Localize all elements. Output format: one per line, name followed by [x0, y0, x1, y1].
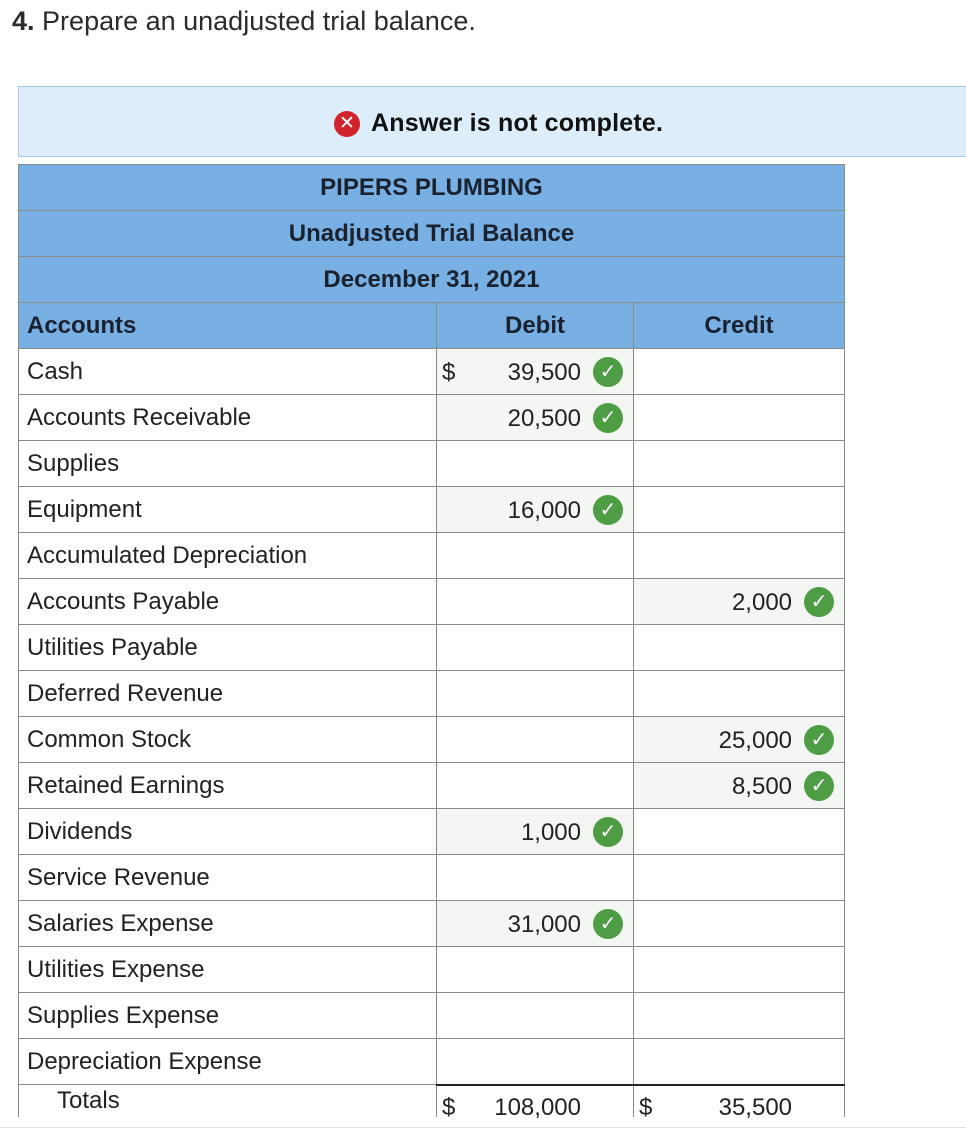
account-name: Retained Earnings: [19, 763, 437, 809]
table-row: [19, 1039, 845, 1085]
account-name: Utilities Expense: [19, 947, 437, 993]
debit-input-cell[interactable]: [437, 671, 634, 717]
debit-value: 16,000: [507, 497, 581, 524]
account-name: Supplies: [19, 441, 437, 487]
dollar-sign: $: [442, 359, 456, 386]
account-name: Salaries Expense: [19, 901, 437, 947]
debit-input-cell[interactable]: [437, 395, 634, 441]
check-icon: ✓: [593, 909, 623, 939]
question-text: Prepare an unadjusted trial balance.: [42, 6, 476, 36]
debit-input-cell[interactable]: [437, 625, 634, 671]
credit-value: 2,000: [731, 589, 793, 616]
table-row: [19, 579, 845, 625]
account-name: Depreciation Expense: [19, 1039, 437, 1085]
credit-input-cell[interactable]: [634, 441, 845, 487]
check-icon: ✓: [804, 771, 834, 801]
statement-date: December 31, 2021: [19, 257, 845, 303]
account-name: Common Stock: [19, 717, 437, 763]
account-name: Accounts Payable: [19, 579, 437, 625]
table-row: [19, 717, 845, 763]
table-row: [19, 487, 845, 533]
debit-value: 39,500: [507, 359, 581, 386]
debit-total-dollar-sign: $: [442, 1093, 456, 1121]
check-icon: ✓: [593, 357, 623, 387]
account-name: Accounts Receivable: [19, 395, 437, 441]
credit-value: 25,000: [718, 727, 793, 754]
debit-input-cell[interactable]: [437, 947, 634, 993]
debit-total-value: 108,000: [494, 1093, 581, 1121]
debit-value: 31,000: [507, 911, 581, 938]
debit-input-cell[interactable]: [437, 1039, 634, 1085]
debit-input-cell[interactable]: [437, 441, 634, 487]
check-icon: ✓: [593, 403, 623, 433]
debit-input-cell[interactable]: [437, 717, 634, 763]
question-number: 4.: [12, 6, 35, 36]
account-name: Supplies Expense: [19, 993, 437, 1039]
table-row: [19, 395, 845, 441]
check-icon: ✓: [593, 817, 623, 847]
credit-input-cell[interactable]: [634, 763, 845, 809]
debit-input-cell[interactable]: [437, 993, 634, 1039]
trial-balance-table: [18, 164, 845, 1121]
statement-title: Unadjusted Trial Balance: [19, 211, 845, 257]
debit-input-cell[interactable]: [437, 579, 634, 625]
column-header-accounts: Accounts: [19, 303, 437, 349]
debit-input-cell[interactable]: [437, 855, 634, 901]
account-name: Deferred Revenue: [19, 671, 437, 717]
credit-input-cell[interactable]: [634, 993, 845, 1039]
account-name: Utilities Payable: [19, 625, 437, 671]
question-heading: [12, 6, 476, 37]
check-icon: ✓: [804, 725, 834, 755]
credit-total-value: 35,500: [718, 1093, 793, 1121]
x-circle-icon: ✕: [334, 111, 360, 137]
totals-row: [19, 1085, 845, 1117]
check-icon: ✓: [593, 495, 623, 525]
table-row: [19, 947, 845, 993]
credit-value: 8,500: [731, 773, 793, 800]
credit-input-cell[interactable]: [634, 855, 845, 901]
debit-input-cell[interactable]: [437, 809, 634, 855]
company-name: PIPERS PLUMBING: [19, 165, 845, 211]
table-row: [19, 901, 845, 947]
credit-input-cell[interactable]: [634, 671, 845, 717]
credit-input-cell[interactable]: [634, 625, 845, 671]
credit-input-cell[interactable]: [634, 579, 845, 625]
account-name: Equipment: [19, 487, 437, 533]
credit-input-cell[interactable]: [634, 533, 845, 579]
debit-input-cell[interactable]: [437, 487, 634, 533]
answer-status-banner: [18, 86, 966, 157]
credit-total-cell[interactable]: [634, 1085, 845, 1121]
table-row: [19, 441, 845, 487]
debit-input-cell[interactable]: [437, 763, 634, 809]
footer-divider: [0, 1127, 966, 1128]
credit-input-cell[interactable]: [634, 1039, 845, 1085]
debit-input-cell[interactable]: [437, 901, 634, 947]
table-row: [19, 763, 845, 809]
debit-input-cell[interactable]: [437, 533, 634, 579]
debit-total-cell[interactable]: [437, 1085, 634, 1121]
credit-input-cell[interactable]: [634, 809, 845, 855]
account-name: Accumulated Depreciation: [19, 533, 437, 579]
totals-label: Totals: [19, 1085, 437, 1117]
account-name: Service Revenue: [19, 855, 437, 901]
credit-input-cell[interactable]: [634, 395, 845, 441]
credit-input-cell[interactable]: [634, 487, 845, 533]
check-icon: ✓: [804, 587, 834, 617]
column-header-credit: Credit: [634, 303, 845, 349]
table-row: [19, 533, 845, 579]
credit-input-cell[interactable]: [634, 349, 845, 395]
column-header-debit: Debit: [437, 303, 634, 349]
credit-input-cell[interactable]: [634, 717, 845, 763]
table-row: [19, 855, 845, 901]
debit-input-cell[interactable]: [437, 349, 634, 395]
credit-total-dollar-sign: $: [639, 1093, 653, 1121]
table-row: [19, 993, 845, 1039]
table-row: [19, 349, 845, 395]
answer-status-text: Answer is not complete.: [371, 109, 664, 137]
debit-value: 20,500: [507, 405, 581, 432]
table-row: [19, 671, 845, 717]
credit-input-cell[interactable]: [634, 947, 845, 993]
table-row: [19, 625, 845, 671]
account-name: Dividends: [19, 809, 437, 855]
credit-input-cell[interactable]: [634, 901, 845, 947]
debit-value: 1,000: [520, 819, 581, 846]
account-name: Cash: [19, 349, 437, 395]
table-row: [19, 809, 845, 855]
